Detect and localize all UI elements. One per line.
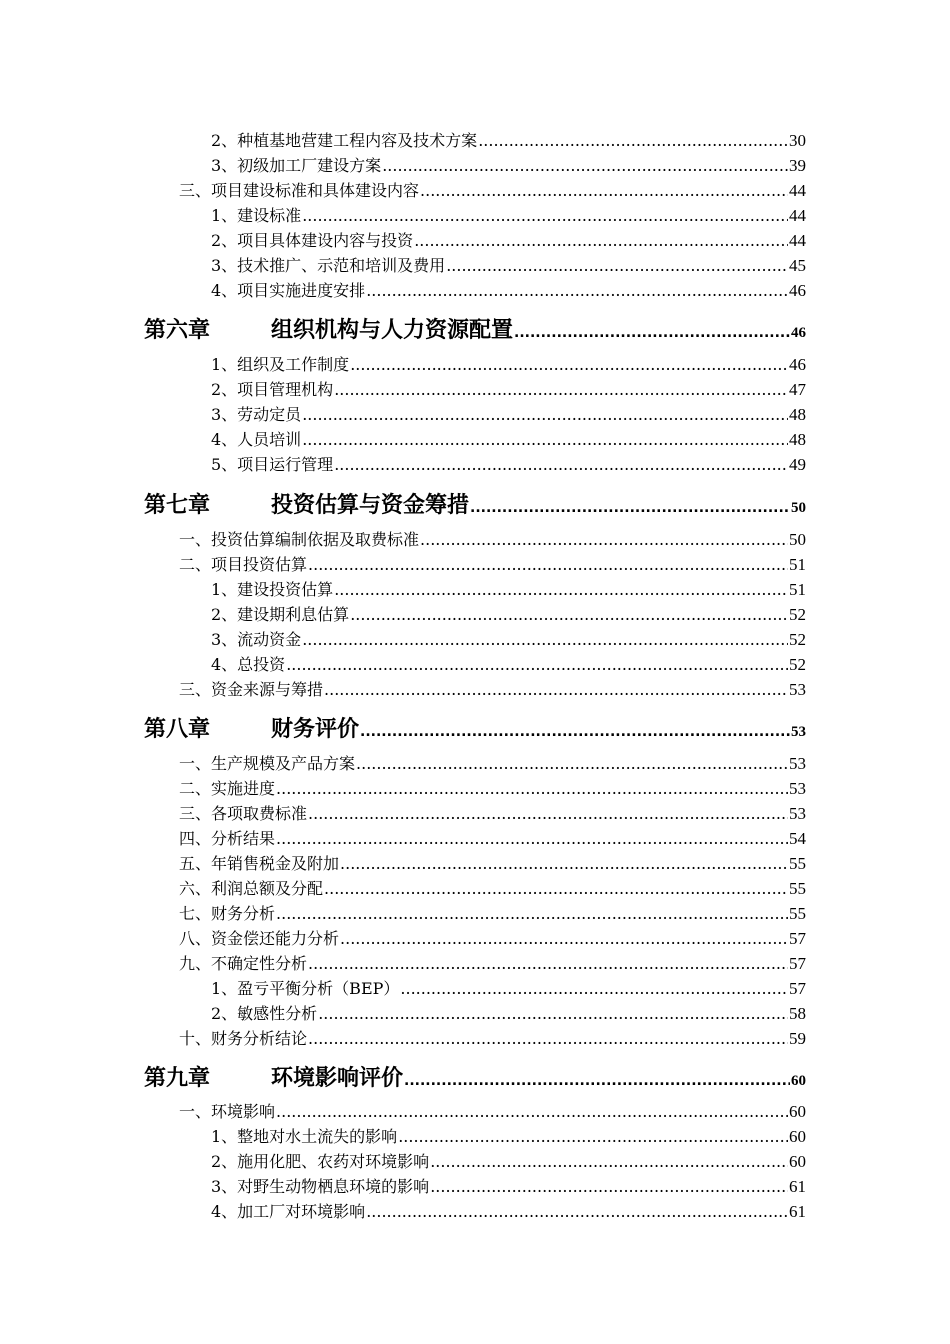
page-number: 61 xyxy=(789,1177,806,1196)
chapter-number: 第七章 xyxy=(144,493,211,518)
page-number: 48 xyxy=(789,430,806,449)
page-number: 53 xyxy=(789,754,806,773)
toc-entry-title: 4、总投资 xyxy=(211,655,286,674)
toc-entry-title: 2、建设期利息估算 xyxy=(211,605,350,624)
toc-entry-title: 四、分析结果 xyxy=(179,829,276,848)
page-number: 52 xyxy=(789,630,806,649)
dot-leader xyxy=(318,1004,788,1023)
dot-leader xyxy=(308,804,788,823)
dot-leader xyxy=(404,1073,790,1089)
dot-leader xyxy=(308,954,788,973)
toc-entry-title: 4、项目实施进度安排 xyxy=(211,281,366,300)
dot-leader xyxy=(324,879,788,898)
page-number: 39 xyxy=(789,156,806,175)
toc-entry[interactable] xyxy=(211,352,806,375)
dot-leader xyxy=(420,530,788,549)
dot-leader xyxy=(366,1202,788,1221)
page-number: 59 xyxy=(789,1029,806,1048)
chapter-title: 环境影响评价 xyxy=(271,1066,404,1091)
dot-leader xyxy=(276,1102,788,1121)
toc-entry-title: 1、整地对水土流失的影响 xyxy=(211,1127,398,1146)
toc-entry-title: 五、年销售税金及附加 xyxy=(179,854,340,873)
dot-leader xyxy=(308,555,788,574)
toc-entry[interactable] xyxy=(211,452,806,475)
toc-entry-title: 三、项目建设标准和具体建设内容 xyxy=(179,181,420,200)
toc-entry-title: 2、敏感性分析 xyxy=(211,1004,318,1023)
toc-entry-title: 十、财务分析结论 xyxy=(179,1029,308,1048)
toc-entry[interactable] xyxy=(211,153,806,176)
toc-entry-title: 4、人员培训 xyxy=(211,430,302,449)
toc-entry-title: 2、种植基地营建工程内容及技术方案 xyxy=(211,131,478,150)
dot-leader xyxy=(302,405,788,424)
page-number: 57 xyxy=(789,979,806,998)
toc-entry[interactable] xyxy=(211,602,806,625)
toc-entry-title: 3、劳动定员 xyxy=(211,405,302,424)
toc-entry[interactable] xyxy=(211,427,806,450)
toc-entry[interactable] xyxy=(211,976,806,999)
chapter-title: 投资估算与资金筹措 xyxy=(271,493,470,518)
toc-entry-title: 一、投资估算编制依据及取费标准 xyxy=(179,530,420,549)
dot-leader xyxy=(302,430,788,449)
dot-leader xyxy=(360,724,790,740)
dot-leader xyxy=(276,829,788,848)
toc-entry-title: 三、各项取费标准 xyxy=(179,804,308,823)
toc-entry-title: 3、技术推广、示范和培训及费用 xyxy=(211,256,446,275)
toc-chapter-entry[interactable] xyxy=(144,488,806,519)
page-number: 52 xyxy=(789,605,806,624)
toc-entry-title xyxy=(144,313,513,344)
page-number: 58 xyxy=(789,1004,806,1023)
toc-entry[interactable] xyxy=(179,926,806,949)
page-number: 53 xyxy=(789,680,806,699)
page-number: 49 xyxy=(789,455,806,474)
page-number: 51 xyxy=(789,580,806,599)
toc-chapter-entry[interactable] xyxy=(144,1061,806,1092)
toc-entry-title: 1、建设标准 xyxy=(211,206,302,225)
page-number: 30 xyxy=(789,131,806,150)
toc-entry[interactable] xyxy=(179,751,806,774)
toc-entry[interactable] xyxy=(179,801,806,824)
toc-entry[interactable] xyxy=(211,1149,806,1172)
chapter-number: 第九章 xyxy=(144,1066,211,1091)
toc-entry-title: 1、组织及工作制度 xyxy=(211,355,350,374)
dot-leader xyxy=(340,929,788,948)
toc-chapter-entry[interactable] xyxy=(144,313,806,344)
toc-entry[interactable] xyxy=(211,1001,806,1024)
toc-entry-title: 2、施用化肥、农药对环境影响 xyxy=(211,1152,430,1171)
dot-leader xyxy=(366,281,788,300)
dot-leader xyxy=(276,779,788,798)
toc-entry[interactable] xyxy=(211,128,806,151)
toc-entry-title: 六、利润总额及分配 xyxy=(179,879,324,898)
dot-leader xyxy=(334,580,788,599)
page-number: 46 xyxy=(791,325,806,341)
page-number: 46 xyxy=(789,355,806,374)
toc-entry-title: 一、环境影响 xyxy=(179,1102,276,1121)
toc-entry-title: 三、资金来源与筹措 xyxy=(179,680,324,699)
chapter-number: 第六章 xyxy=(144,318,211,343)
page-number: 47 xyxy=(789,380,806,399)
toc-entry-title: 2、项目具体建设内容与投资 xyxy=(211,231,414,250)
page-number: 55 xyxy=(789,854,806,873)
toc-entry-title xyxy=(144,488,469,519)
page-number: 60 xyxy=(789,1102,806,1121)
dot-leader xyxy=(446,256,788,275)
dot-leader xyxy=(340,854,788,873)
dot-leader xyxy=(430,1177,788,1196)
page-number: 50 xyxy=(789,530,806,549)
dot-leader xyxy=(308,1029,788,1048)
toc-entry-title: 1、建设投资估算 xyxy=(211,580,334,599)
toc-entry-title: 3、初级加工厂建设方案 xyxy=(211,156,382,175)
toc-entry[interactable] xyxy=(211,627,806,650)
page-number: 52 xyxy=(789,655,806,674)
toc-entry[interactable] xyxy=(211,203,806,226)
dot-leader xyxy=(334,455,788,474)
toc-entry[interactable] xyxy=(179,677,806,700)
page-number: 57 xyxy=(789,954,806,973)
toc-entry[interactable] xyxy=(179,527,806,550)
chapter-number: 第八章 xyxy=(144,717,211,742)
toc-entry[interactable] xyxy=(179,552,806,575)
toc-entry[interactable] xyxy=(211,253,806,276)
toc-entry-title: 八、资金偿还能力分析 xyxy=(179,929,340,948)
toc-entry[interactable] xyxy=(179,1099,806,1122)
dot-leader xyxy=(334,380,788,399)
page-number: 50 xyxy=(791,500,806,516)
toc-entry[interactable] xyxy=(179,1026,806,1049)
dot-leader xyxy=(420,181,788,200)
page-number: 53 xyxy=(789,779,806,798)
toc-entry[interactable] xyxy=(211,577,806,600)
toc-entry-title: 二、项目投资估算 xyxy=(179,555,308,574)
toc-entry-title: 4、加工厂对环境影响 xyxy=(211,1202,366,1221)
toc-entry[interactable] xyxy=(179,901,806,924)
toc-entry-title xyxy=(144,1061,403,1092)
toc-chapter-entry[interactable] xyxy=(144,712,806,743)
dot-leader xyxy=(350,355,788,374)
page-number: 51 xyxy=(789,555,806,574)
toc-entry[interactable] xyxy=(211,377,806,400)
page-number: 60 xyxy=(791,1073,806,1089)
chapter-title: 组织机构与人力资源配置 xyxy=(271,318,514,343)
page-number: 60 xyxy=(789,1127,806,1146)
page-number: 60 xyxy=(789,1152,806,1171)
toc-entry-title: 2、项目管理机构 xyxy=(211,380,334,399)
page-number: 44 xyxy=(789,206,806,225)
dot-leader xyxy=(302,206,788,225)
toc-entry-title: 二、实施进度 xyxy=(179,779,276,798)
page-number: 44 xyxy=(789,231,806,250)
toc-entry-title: 3、对野生动物栖息环境的影响 xyxy=(211,1177,430,1196)
toc-entry-title: 七、财务分析 xyxy=(179,904,276,923)
toc-entry[interactable] xyxy=(211,1124,806,1147)
page-number: 46 xyxy=(789,281,806,300)
chapter-title: 财务评价 xyxy=(271,717,360,742)
dot-leader xyxy=(430,1152,788,1171)
page-number: 48 xyxy=(789,405,806,424)
toc-entry[interactable] xyxy=(179,876,806,899)
page-number: 54 xyxy=(789,829,806,848)
dot-leader xyxy=(470,500,790,516)
toc-entry[interactable] xyxy=(179,951,806,974)
toc-entry[interactable] xyxy=(211,652,806,675)
toc-entry-title: 3、流动资金 xyxy=(211,630,302,649)
page-number: 55 xyxy=(789,879,806,898)
dot-leader xyxy=(324,680,788,699)
toc-entry[interactable] xyxy=(211,1174,806,1197)
toc-entry[interactable] xyxy=(179,851,806,874)
page-number: 45 xyxy=(789,256,806,275)
dot-leader xyxy=(382,156,788,175)
page-number: 53 xyxy=(791,724,806,740)
dot-leader xyxy=(478,131,788,150)
dot-leader xyxy=(514,325,790,341)
dot-leader xyxy=(398,1127,788,1146)
toc-entry[interactable] xyxy=(179,178,806,201)
toc-entry-title: 一、生产规模及产品方案 xyxy=(179,754,356,773)
toc-entry[interactable] xyxy=(211,1199,806,1222)
page-number: 44 xyxy=(789,181,806,200)
page-number: 61 xyxy=(789,1202,806,1221)
page-number: 53 xyxy=(789,804,806,823)
toc-entry-title: 5、项目运行管理 xyxy=(211,455,334,474)
dot-leader xyxy=(414,231,788,250)
toc-entry[interactable] xyxy=(211,278,806,301)
toc-entry-title xyxy=(144,712,359,743)
toc-entry[interactable] xyxy=(179,826,806,849)
page-number: 57 xyxy=(789,929,806,948)
dot-leader xyxy=(302,630,788,649)
dot-leader xyxy=(286,655,788,674)
dot-leader xyxy=(400,979,788,998)
dot-leader xyxy=(356,754,788,773)
toc-entry[interactable] xyxy=(211,402,806,425)
toc-entry-title: 1、盈亏平衡分析（BEP） xyxy=(211,979,400,998)
toc-entry-title: 九、不确定性分析 xyxy=(179,954,308,973)
toc-entry[interactable] xyxy=(179,776,806,799)
dot-leader xyxy=(276,904,788,923)
dot-leader xyxy=(350,605,788,624)
page-number: 55 xyxy=(789,904,806,923)
toc-entry[interactable] xyxy=(211,228,806,251)
